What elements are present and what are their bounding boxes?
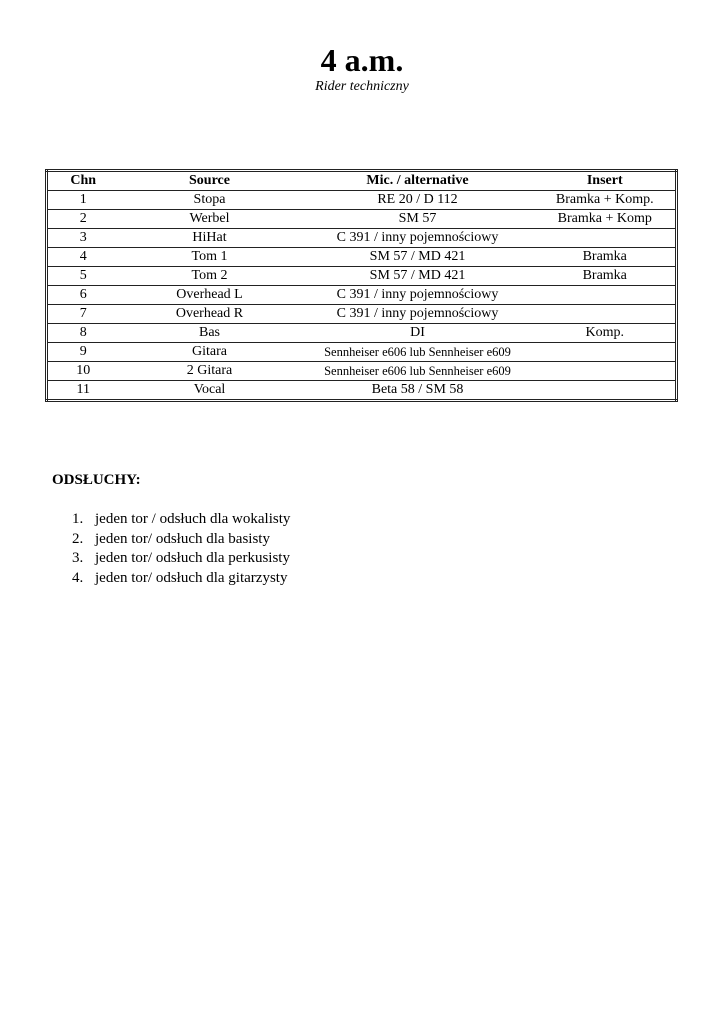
table-row [47, 286, 677, 305]
cell-insert [535, 229, 677, 248]
list-item-number: 3. [72, 550, 84, 566]
cell-chn: 1 [47, 191, 119, 210]
cell-chn: 3 [47, 229, 119, 248]
cell-mic: SM 57 / MD 421 [301, 267, 535, 286]
list-item-number: 4. [72, 569, 84, 586]
list-item [72, 510, 290, 530]
table-row [47, 267, 677, 286]
cell-chn: 10 [47, 362, 119, 381]
cell-chn: 6 [47, 286, 119, 305]
cell-chn: 2 [47, 210, 119, 229]
list-item [72, 549, 290, 569]
list-item-number: 1. [72, 511, 84, 527]
cell-insert [535, 286, 677, 305]
list-item-number: 2. [72, 530, 84, 547]
cell-chn: 5 [47, 267, 119, 286]
table-row [47, 305, 677, 324]
table-row [47, 229, 677, 248]
cell-source: 2 Gitara [119, 362, 301, 381]
list-item-text: jeden tor / odsłuch dla wokalisty [95, 511, 291, 527]
cell-insert [535, 381, 677, 401]
table-row [47, 362, 677, 381]
cell-chn: 7 [47, 305, 119, 324]
table-header-row [47, 171, 677, 191]
cell-mic: DI [301, 324, 535, 343]
table-row [47, 381, 677, 401]
column-header-mic: Mic. / alternative [301, 171, 535, 191]
page-subtitle: Rider techniczny [315, 79, 409, 94]
cell-insert: Bramka [535, 267, 677, 286]
cell-source: Tom 1 [119, 248, 301, 267]
cell-insert [535, 362, 677, 381]
cell-insert: Bramka + Komp [535, 210, 677, 229]
column-header-source: Source [119, 171, 301, 191]
cell-mic: Beta 58 / SM 58 [301, 381, 535, 401]
cell-mic: C 391 / inny pojemnościowy [301, 305, 535, 324]
cell-source: Bas [119, 324, 301, 343]
column-header-insert: Insert [535, 171, 677, 191]
table-row [47, 210, 677, 229]
cell-mic: SM 57 / MD 421 [301, 248, 535, 267]
cell-mic: C 391 / inny pojemnościowy [301, 286, 535, 305]
channel-table [45, 169, 678, 402]
cell-source: Overhead R [119, 305, 301, 324]
cell-chn: 11 [47, 381, 119, 401]
cell-mic: SM 57 [301, 210, 535, 229]
column-header-chn: Chn [47, 171, 119, 191]
page-title: 4 a.m. [320, 42, 404, 78]
cell-insert: Komp. [535, 324, 677, 343]
cell-source: Werbel [119, 210, 301, 229]
cell-insert: Bramka + Komp. [535, 191, 677, 210]
monitors-heading: ODSŁUCHY: [52, 472, 141, 488]
cell-insert [535, 343, 677, 362]
list-item-text: jeden tor/ odsłuch dla perkusisty [95, 550, 290, 566]
monitors-list [72, 510, 290, 588]
cell-source: Overhead L [119, 286, 301, 305]
cell-source: Vocal [119, 381, 301, 401]
list-item-text: jeden tor/ odsłuch dla basisty [95, 530, 270, 547]
table-row [47, 248, 677, 267]
cell-source: Stopa [119, 191, 301, 210]
list-item-text: jeden tor/ odsłuch dla gitarzysty [95, 569, 288, 586]
cell-insert [535, 305, 677, 324]
cell-mic: Sennheiser e606 lub Sennheiser e609 [301, 362, 535, 381]
table-row [47, 324, 677, 343]
cell-source: HiHat [119, 229, 301, 248]
cell-chn: 4 [47, 248, 119, 267]
cell-mic: C 391 / inny pojemnościowy [301, 229, 535, 248]
cell-source: Gitara [119, 343, 301, 362]
table-row [47, 343, 677, 362]
cell-chn: 9 [47, 343, 119, 362]
cell-source: Tom 2 [119, 267, 301, 286]
cell-mic: Sennheiser e606 lub Sennheiser e609 [301, 343, 535, 362]
table-row [47, 191, 677, 210]
list-item [72, 530, 290, 550]
cell-chn: 8 [47, 324, 119, 343]
cell-mic: RE 20 / D 112 [301, 191, 535, 210]
list-item [72, 569, 290, 589]
cell-insert: Bramka [535, 248, 677, 267]
